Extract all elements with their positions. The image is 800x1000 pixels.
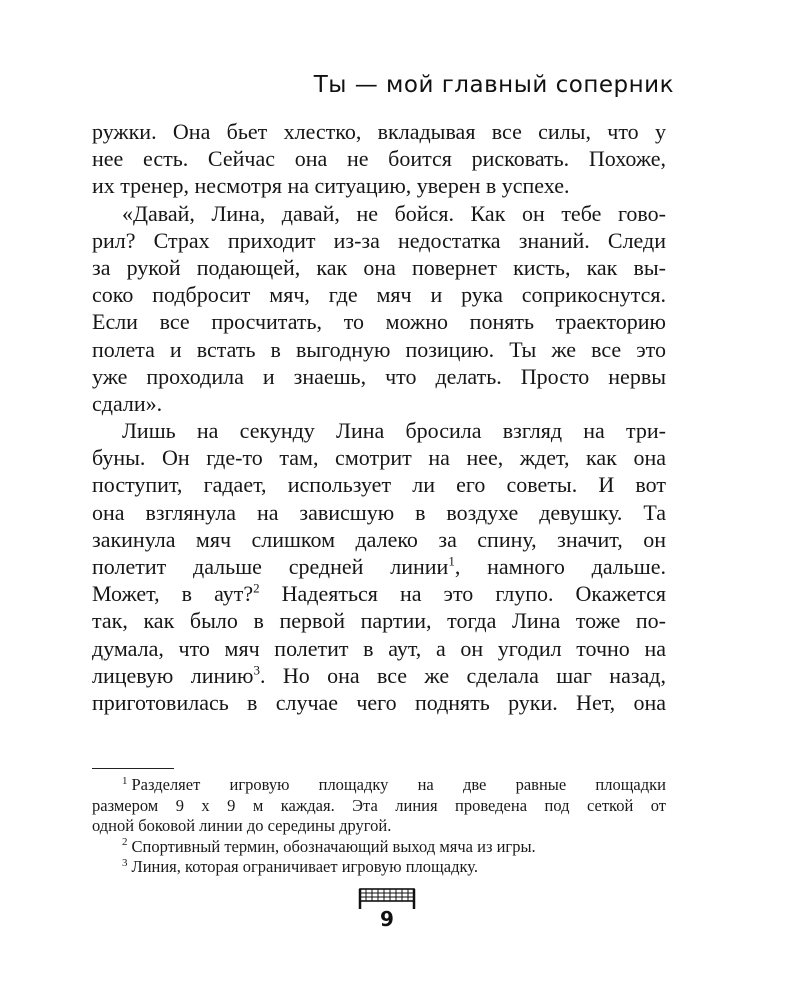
line-text: уже проходила и знаешь, что делать. Просто нервы xyxy=(92,363,666,389)
text-line xyxy=(92,662,666,689)
footnote-text: одной боковой линии до середины другой. xyxy=(92,816,392,835)
footnote-mark: 1 xyxy=(122,774,128,787)
paragraph xyxy=(92,200,666,418)
line-text: за рукой подающей, как она повернет кисть, как вы- xyxy=(92,254,666,280)
text-line xyxy=(92,417,666,444)
footnote-mark: 2 xyxy=(122,836,128,848)
footnote-text: Линия, которая ограничивает игровую площадку. xyxy=(131,857,478,876)
line-text: их тренер, несмотря на ситуацию, уверен в успехе. xyxy=(92,173,570,199)
line-text: закинула мяч слишком далеко за спину, значит, он xyxy=(92,526,666,552)
footnote-ref: 1 xyxy=(448,553,455,569)
paragraph xyxy=(92,118,666,200)
line-text: буны. Он где-то там, смотрит на нее, ждет, как она xyxy=(92,445,666,471)
footnote xyxy=(92,775,666,837)
footnote-divider xyxy=(92,768,174,769)
footnote-text: Спортивный термин, обозначающий выход мяча из игры. xyxy=(131,836,536,856)
text-line xyxy=(92,689,666,716)
footnote-text: размером 9 х 9 м каждая. Эта линия проведена под сеткой от xyxy=(92,795,666,815)
text-line xyxy=(92,254,666,281)
footnote-line xyxy=(92,775,666,796)
footnote xyxy=(92,857,666,878)
page-number-block xyxy=(358,887,418,937)
volleyball-net-icon xyxy=(358,887,418,909)
footnotes xyxy=(92,775,666,878)
footnote-line xyxy=(92,816,666,837)
line-text: полетит дальше средней линии xyxy=(92,554,449,579)
text-line xyxy=(92,607,666,634)
text-line xyxy=(92,227,666,254)
text-line xyxy=(92,499,666,526)
text-line xyxy=(92,145,666,172)
text-line xyxy=(92,553,666,580)
footnote-line xyxy=(92,837,666,858)
line-text: она взглянула на зависшую в воздухе девушку. Та xyxy=(92,499,666,525)
footnote-mark: 3 xyxy=(122,856,128,869)
text-line xyxy=(92,308,666,335)
line-text: рил? Страх приходит из-за недостатка знаний. Следи xyxy=(92,227,666,253)
text-line xyxy=(92,580,666,607)
text-line xyxy=(92,281,666,308)
line-text: Лишь на секунду Лина бросила взгляд на три- xyxy=(122,418,666,444)
footnote-ref: 2 xyxy=(253,580,260,596)
text-line xyxy=(92,635,666,662)
line-text: соко подбросит мяч, где мяч и рука соприкоснутся. xyxy=(92,282,666,308)
footnote-line xyxy=(92,796,666,817)
text-line xyxy=(92,172,666,199)
line-text: сдали». xyxy=(92,390,163,416)
line-text: ружки. Она бьет хлестко, вкладывая все силы, что у xyxy=(92,119,666,144)
paragraph xyxy=(92,417,666,716)
line-text: полета и встать в выгодную позицию. Ты же все это xyxy=(92,336,666,362)
footnote-line xyxy=(92,857,666,878)
footnote-text: Разделяет игровую площадку на две равные площадки xyxy=(131,775,666,794)
line-text: «Давай, Лина, давай, не бойся. Как он тебе гово- xyxy=(122,200,666,226)
text-line xyxy=(92,336,666,363)
line-text: приготовилась в случае чего поднять руки. Нет, она xyxy=(92,689,666,715)
text-line xyxy=(92,390,666,417)
line-text: думала, что мяч полетит в аут, а он угодил точно на xyxy=(92,635,666,661)
footnote-ref: 3 xyxy=(253,662,260,678)
text-line xyxy=(92,118,666,145)
line-text-after-ref: , намного дальше. xyxy=(454,554,667,579)
page-number: 9 xyxy=(380,907,394,931)
line-text-after-ref: . Но она все же сделала шаг назад, xyxy=(259,662,666,688)
text-line xyxy=(92,526,666,553)
text-line xyxy=(92,471,666,498)
line-text-after-ref: Надеяться на это глупо. Окажется xyxy=(259,581,666,607)
line-text: Может, в аут? xyxy=(92,581,254,607)
text-line xyxy=(92,363,666,390)
running-head: Ты — мой главный соперник xyxy=(313,72,674,98)
line-text: поступит, гадает, использует ли его советы. И вот xyxy=(92,472,666,498)
footnote xyxy=(92,837,666,858)
line-text: лицевую линию xyxy=(92,662,254,688)
body-text xyxy=(92,118,666,716)
line-text: нее есть. Сейчас она не боится рисковать. Похоже, xyxy=(92,146,666,172)
text-line xyxy=(92,200,666,227)
line-text: Если все просчитать, то можно понять траекторию xyxy=(92,309,666,335)
line-text: так, как было в первой партии, тогда Лина тоже по- xyxy=(92,608,666,634)
text-line xyxy=(92,444,666,471)
